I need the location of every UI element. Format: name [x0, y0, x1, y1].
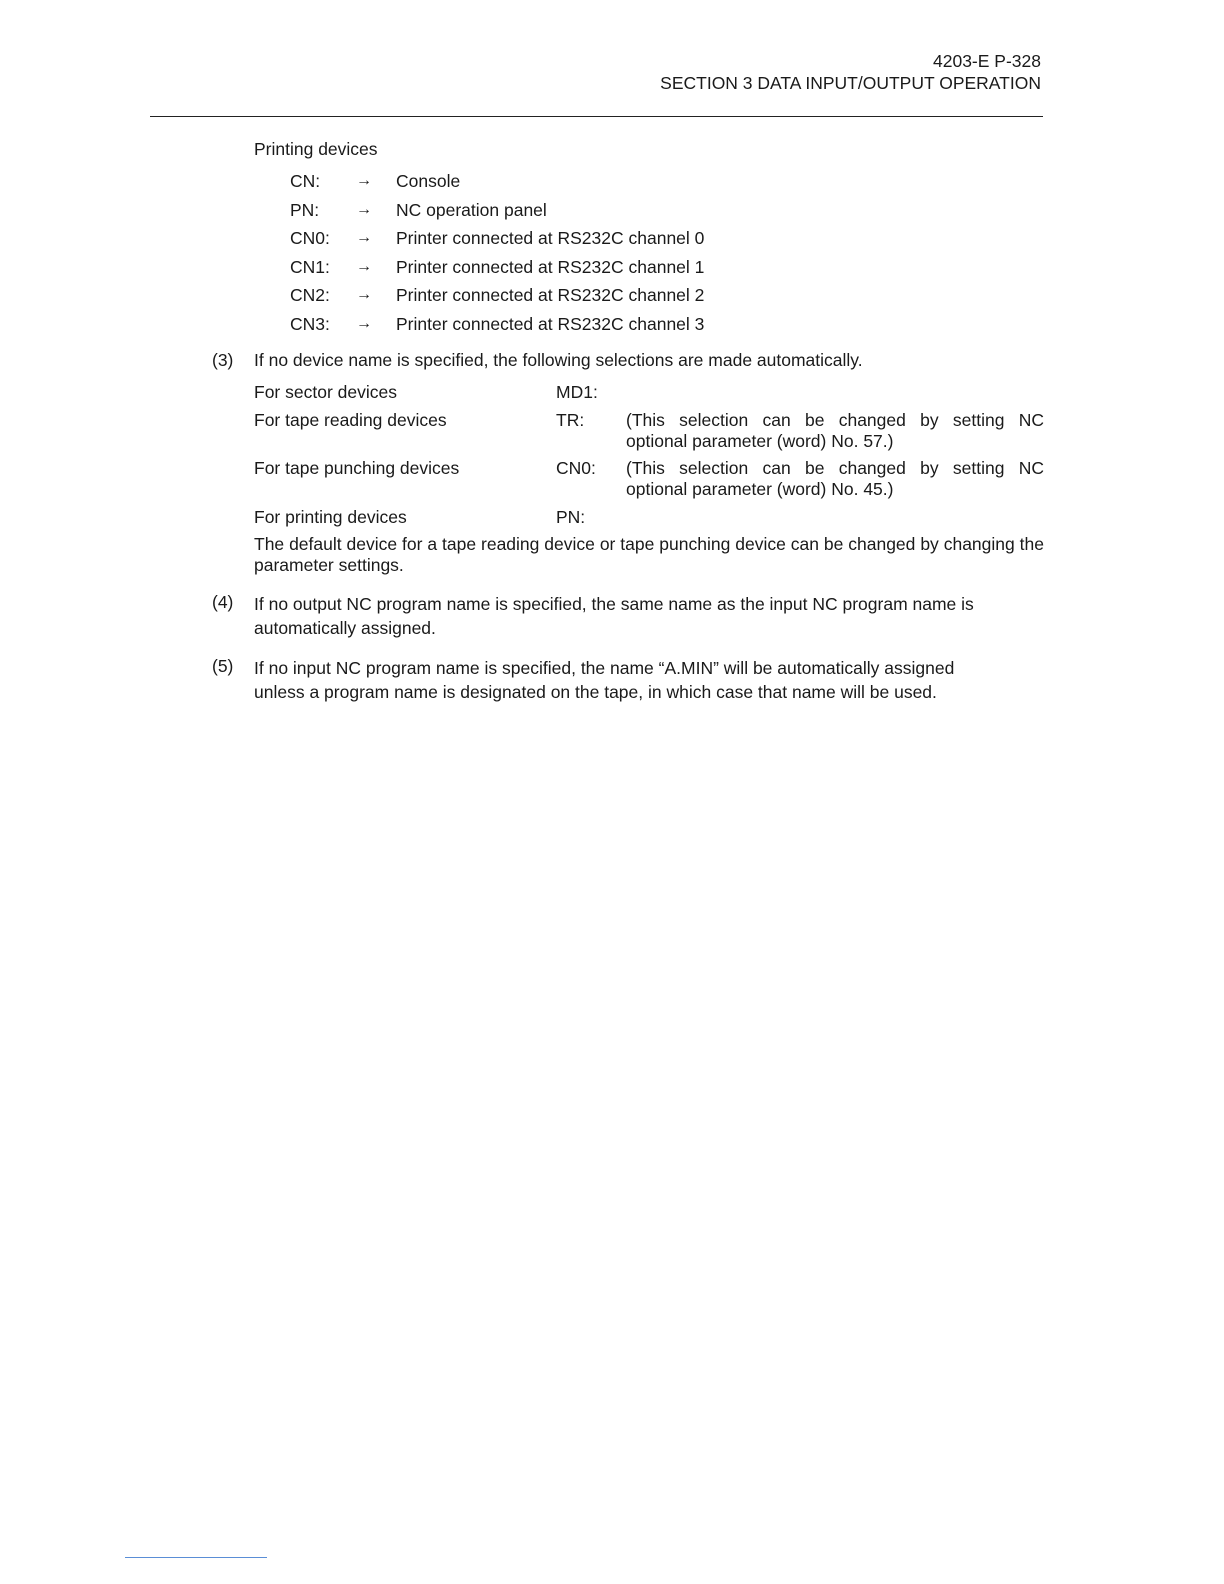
device-code: CN0:: [290, 228, 330, 248]
device-description: Printer connected at RS232C channel 1: [396, 257, 705, 277]
item-number: (5): [212, 656, 234, 676]
device-code: CN1:: [290, 257, 330, 277]
device-code: CN3:: [290, 314, 330, 334]
arrow-right-icon: →: [356, 258, 372, 275]
printing-devices-heading: Printing devices: [254, 139, 378, 159]
section-title: SECTION 3 DATA INPUT/OUTPUT OPERATION: [660, 73, 1041, 93]
page-number: 4203-E P-328: [933, 51, 1041, 71]
default-value: MD1:: [556, 382, 598, 402]
device-code: PN:: [290, 200, 320, 220]
arrow-right-icon: →: [356, 172, 372, 189]
default-label: For tape reading devices: [254, 410, 447, 430]
default-value: CN0:: [556, 458, 596, 478]
default-label: For printing devices: [254, 507, 407, 527]
device-code: CN2:: [290, 285, 330, 305]
arrow-right-icon: →: [356, 315, 372, 332]
device-code: CN:: [290, 171, 321, 191]
device-description: Printer connected at RS232C channel 0: [396, 228, 705, 248]
default-label: For sector devices: [254, 382, 397, 402]
item-number: (4): [212, 592, 234, 612]
item-number: (3): [212, 350, 234, 370]
arrow-right-icon: →: [356, 201, 372, 218]
item-text: If no output NC program name is specified, the same name as the input NC program name is automatically assigned.: [254, 594, 974, 639]
default-note: (This selection can be changed by setting NC optional parameter (word) No. 45.): [626, 458, 1044, 499]
default-label: For tape punching devices: [254, 458, 460, 478]
default-footnote: The default device for a tape reading device or tape punching device can be changed by changing the parameter settings.: [254, 534, 1044, 575]
item-text: If no input NC program name is specified, the name “A.MIN” will be automatically assigned unless a program name is designated on the tape, in which case that name will be used.: [254, 658, 955, 703]
default-note: (This selection can be changed by setting NC optional parameter (word) No. 57.): [626, 410, 1044, 451]
device-description: Printer connected at RS232C channel 2: [396, 285, 705, 305]
arrow-right-icon: →: [356, 229, 372, 246]
footer-rule: [125, 1557, 267, 1558]
device-description: NC operation panel: [396, 200, 547, 220]
default-value: PN:: [556, 507, 586, 527]
item-text: If no device name is specified, the following selections are made automatically.: [254, 350, 863, 370]
header-rule: [150, 116, 1043, 117]
arrow-right-icon: →: [356, 286, 372, 303]
device-description: Console: [396, 171, 461, 191]
default-value: TR:: [556, 410, 585, 430]
device-description: Printer connected at RS232C channel 3: [396, 314, 705, 334]
